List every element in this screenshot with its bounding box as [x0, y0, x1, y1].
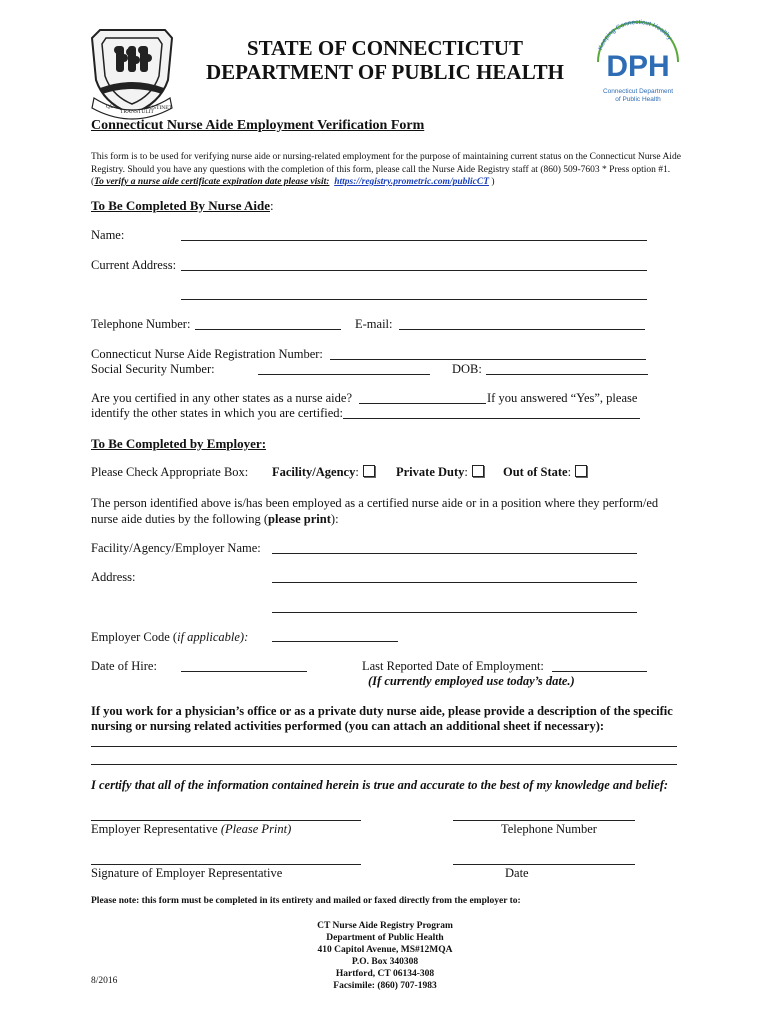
out-of-state-checkbox[interactable] [575, 465, 587, 477]
dph-arc-text: Keeping Connecticut Healthy [597, 18, 674, 51]
out-of-state-colon: : [567, 465, 572, 479]
employer-name-label: Facility/Agency/Employer Name: [91, 541, 261, 555]
seal-motto-mid: TRANSTULIT [120, 109, 154, 115]
employed-text-2c: ): [330, 512, 339, 526]
footer-note: Please note: this form must be completed in its entirety and mailed or faxed directly from the employer to: [91, 896, 521, 906]
address-line: Facsimile: (860) 707-1983 [333, 981, 437, 991]
rep-phone-field[interactable] [453, 820, 635, 821]
other-states-field[interactable] [343, 418, 640, 419]
current-address-field-1[interactable] [181, 270, 647, 271]
dph-logo-text: DPH [606, 50, 670, 83]
email-label: E-mail: [355, 317, 393, 331]
check-box-label: Please Check Appropriate Box: [91, 465, 249, 479]
registry-link[interactable]: https://registry.prometric.com/publicCT [334, 177, 489, 187]
seal-motto-right: SUSTINET [146, 105, 172, 111]
title-line2: DEPARTMENT OF PUBLIC HEALTH [205, 60, 565, 84]
rep-phone-label: Telephone Number [501, 822, 597, 836]
employed-text [91, 495, 691, 527]
aide-heading-text: To Be Completed By Nurse Aide [91, 198, 270, 213]
telephone-field[interactable] [195, 329, 341, 330]
registration-number-label: Connecticut Nurse Aide Registration Number: [91, 347, 323, 361]
employer-code-field[interactable] [272, 641, 398, 642]
state-seal-icon [80, 18, 185, 123]
address-line: Hartford, CT 06134-308 [335, 969, 435, 979]
employer-name-field[interactable] [272, 553, 637, 554]
out-of-state-label: Out of State [503, 465, 568, 479]
physician-text-line2: nursing or nursing related activities performed (you can attach an additional sheet if necessary): [91, 719, 605, 733]
date-of-hire-label: Date of Hire: [91, 659, 157, 673]
aide-heading-colon: : [270, 198, 274, 213]
ssn-label: Social Security Number: [91, 362, 215, 376]
private-duty-checkbox[interactable] [472, 465, 484, 477]
employer-heading: To Be Completed by Employer: [91, 436, 267, 451]
facility-label: Facility/Agency [272, 465, 356, 479]
certification-statement: I certify that all of the information contained herein is true and accurate to the best of my knowledge and belief: [91, 778, 669, 792]
telephone-label: Telephone Number: [91, 317, 191, 331]
ssn-field[interactable] [258, 374, 430, 375]
rep-name-label [91, 822, 291, 837]
dob-label: DOB: [452, 362, 482, 376]
rep-label-text: Employer Representative [91, 822, 221, 836]
employed-text-2b: please print [268, 512, 331, 526]
intro-part1: This form is to be used for verifying nurse aide or nursing-related employment for the purpose of maintaining current status on the Connecticut Nurse Aide Registry. Should you have any questions with the completion of this form, please call the Nurse Aide Registry staff at (860) 509-7603 * Press option #1. ( [91, 152, 681, 187]
description-field-1[interactable] [91, 746, 677, 747]
employed-text-line1: The person identified above is/has been employed as a certified nurse aide or in a position where they perform/ed [91, 496, 659, 510]
signature-label: Signature of Employer Representative [91, 866, 283, 880]
dph-caption-2: of Public Health [615, 96, 661, 103]
intro-close: ) [489, 177, 495, 187]
physician-text [91, 704, 691, 734]
physician-text-line1: If you work for a physician’s office or as a private duty nurse aide, please provide a description of the specific [91, 704, 673, 718]
option-private [396, 465, 484, 480]
last-date-field[interactable] [552, 671, 647, 672]
employed-text-2a: nurse aide duties by the following ( [91, 512, 269, 526]
other-states-followup: If you answered “Yes”, please [487, 391, 638, 405]
title-line1: STATE OF CONNECTICTUT [246, 36, 524, 60]
description-field-2[interactable] [91, 764, 677, 765]
mailing-address [270, 920, 500, 992]
signature-field[interactable] [91, 864, 361, 865]
dob-field[interactable] [486, 374, 648, 375]
svg-text:Keeping Connecticut Healthy [597, 19, 673, 51]
form-title: Connecticut Nurse Aide Employment Verification Form [91, 118, 425, 133]
current-address-field-2[interactable] [181, 299, 647, 300]
sign-date-field[interactable] [453, 864, 635, 865]
current-address-label: Current Address: [91, 258, 177, 272]
facility-colon: : [355, 465, 359, 479]
name-label: Name: [91, 228, 125, 242]
dph-logo-icon [590, 14, 686, 106]
name-field[interactable] [181, 240, 647, 241]
employed-text-line2 [91, 511, 691, 527]
sign-date-label: Date [505, 866, 529, 880]
employer-address-field-2[interactable] [272, 612, 637, 613]
dph-logo [590, 14, 686, 106]
address-line: 410 Capitol Avenue, MS#12MQA [317, 945, 453, 955]
facility-checkbox[interactable] [363, 465, 375, 477]
last-date-label: Last Reported Date of Employment: [362, 659, 544, 673]
employer-address-field-1[interactable] [272, 582, 637, 583]
intro-text [91, 151, 681, 189]
other-states-question: Are you certified in any other states as a nurse aide? [91, 391, 353, 405]
rep-name-field[interactable] [91, 820, 361, 821]
seal-motto-left: QUI [106, 104, 116, 110]
option-facility [272, 465, 375, 480]
address-line: CT Nurse Aide Registry Program [317, 921, 453, 931]
employer-code-italic: if applicable): [177, 630, 249, 644]
other-states-answer-field[interactable] [359, 403, 486, 404]
state-seal [80, 18, 185, 123]
last-date-note: (If currently employed use today’s date.) [368, 674, 575, 688]
employer-address-label: Address: [91, 570, 136, 584]
page-title [175, 36, 595, 84]
intro-italic: To verify a nurse aide certificate expiration date please visit: [94, 177, 330, 187]
rep-label-italic: (Please Print) [220, 822, 292, 836]
private-duty-colon: : [464, 465, 468, 479]
employer-code-label [91, 630, 248, 645]
aide-heading [91, 198, 274, 214]
other-states-identify-label: identify the other states in which you are certified: [91, 406, 343, 420]
employer-code-text: Employer Code ( [91, 630, 178, 644]
address-line: Department of Public Health [326, 933, 444, 943]
registration-number-field[interactable] [330, 359, 646, 360]
private-duty-label: Private Duty [396, 465, 465, 479]
form-version: 8/2016 [91, 976, 118, 986]
option-outofstate [503, 465, 587, 480]
dph-caption-1: Connecticut Department [602, 88, 674, 95]
email-field[interactable] [399, 329, 645, 330]
address-line: P.O. Box 340308 [351, 957, 419, 967]
date-of-hire-field[interactable] [181, 671, 307, 672]
